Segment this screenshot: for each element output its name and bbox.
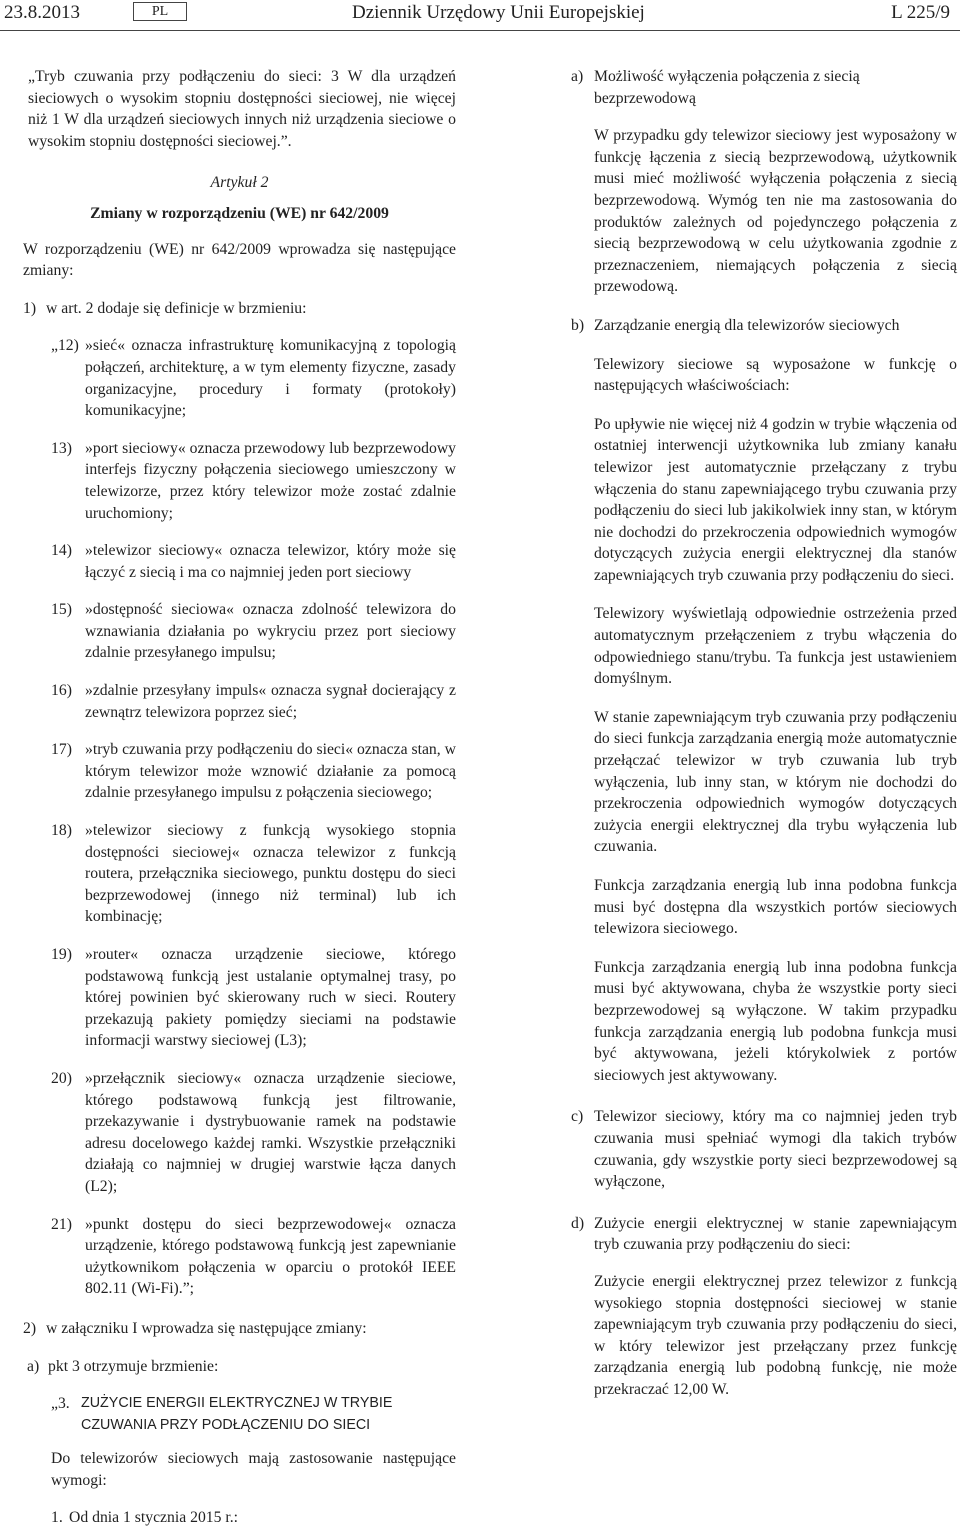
point-2-number: 2) (23, 1319, 37, 1337)
req-a-number: a) (571, 68, 584, 85)
definition-text: »tryb czuwania przy podłączeniu do sieci« oznacza stan, w którym telewizor może wznowić działanie za pomocą zdalnie przesyłanego impulsu z połączenia sieciowego; (85, 741, 456, 802)
point-2 (23, 1318, 456, 1340)
definition-item (51, 739, 456, 804)
req-d (571, 1213, 957, 1401)
req-d-text: Zużycie energii elektrycznej przez telewizor z funkcją wysokiego stopnia dostępności sieciowej w stanie zapewniającym tryb czuwania przy podłączeniu do sieci, w który telewizor jest przełączany przez funkcję zarządzania energią lub podobną funkcję, nie może przekraczać 12,00 W. (594, 1272, 957, 1398)
definition-text: »sieć« oznacza infrastrukturę komunikacyjną z topologią połączeń, architekturę, a w tym elementy fizyczne, zasady organizacyjne, procedury i formaty (protokoły) komunikacyjne; (85, 337, 456, 420)
section-3-title: ZUŻYCIE ENERGII ELEKTRYCZNEJ W TRYBIE CZUWANIA PRZY PODŁĄCZENIU DO SIECI (81, 1395, 393, 1433)
definition-item (51, 680, 456, 723)
definition-number: 16) (51, 682, 72, 700)
definition-number: „12) (51, 337, 79, 355)
publication-date: 23.8.2013 (4, 2, 80, 23)
definition-text: »port sieciowy« oznacza przewodowy lub bezprzewodowy interfejs fizyczny połączenia sieciowego umieszczony w telewizorze, przez który telewizor może zostać zdalnie uruchomiony; (85, 439, 456, 522)
point-1-text: w art. 2 dodaje się definicje w brzmieniu: (46, 299, 307, 317)
section-3-heading (51, 1393, 456, 1436)
section-3-number: „3. (51, 1395, 70, 1413)
point-2a (27, 1356, 456, 1378)
point-2a-text: pkt 3 otrzymuje brzmienie: (48, 1357, 219, 1375)
req-d-number: d) (571, 1214, 585, 1232)
req-b-paragraph: Funkcja zarządzania energią lub inna podobna funkcja musi być dostępna dla wszystkich portów sieciowych telewizora sieciowego. (594, 877, 957, 938)
definition-number: 13) (51, 439, 72, 457)
page-header (0, 0, 960, 31)
article-label: Artykuł 2 (210, 174, 269, 192)
definition-text: »telewizor sieciowy z funkcją wysokiego stopnia dostępności sieciowej« oznacza telewizor z funkcją routera, przełącznika sieciowego, punktu dostępu do sieci bezprzewodowej (innego niż terminal) lub ich kombinację; (85, 822, 456, 926)
req-b-title: Zarządzanie energią dla telewizorów sieciowych (594, 316, 900, 334)
intro-quote: „Tryb czuwania przy podłączeniu do sieci: 3 W dla urządzeń sieciowych o wysokim stopniu dostępności sieciowej, nie więcej niż 1 W dla urządzeń sieciowych innych niż urządzenia sieciowe o wysokim stopniu dostępności sieciowej.”. (28, 68, 456, 150)
req-b-paragraph: Telewizory wyświetlają odpowiednie ostrzeżenia przed automatycznym przełączeniem z trybu włączenia do odpowiedniego stanu/trybu. Ta funkcja jest ustawieniem domyślnym. (594, 605, 957, 688)
point-1 (23, 298, 456, 320)
req-b (571, 315, 957, 1086)
definitions-list (51, 335, 456, 1300)
definition-item (51, 438, 456, 524)
definition-item (51, 335, 456, 421)
definition-item (51, 1214, 456, 1300)
definition-item (51, 540, 456, 583)
definition-text: »zdalnie przesyłany impuls« oznacza sygnał docierający z zewnątrz telewizora poprzez sieć; (85, 682, 456, 721)
definition-number: 19) (51, 946, 72, 963)
definition-item (51, 599, 456, 664)
req-c (571, 1106, 957, 1192)
section-3-text: Do telewizorów sieciowych mają zastosowanie następujące wymogi: (51, 1450, 456, 1489)
definition-text: »dostępność sieciowa« oznacza zdolność telewizora do wznawiania działania po wykryciu przez port sieciowy zdalnie przesyłanego impulsu; (85, 601, 456, 662)
left-column (23, 66, 456, 1529)
definition-number: 14) (51, 542, 72, 560)
definition-item (51, 820, 456, 928)
date-item-text: Od dnia 1 stycznia 2015 r.: (69, 1509, 239, 1527)
req-c-text: Telewizor sieciowy, który ma co najmniej jeden tryb czuwania musi spełniać wymogi dla takich trybów czuwania, gdy wszystkie porty sieci bezprzewodowej są wyłączone, (594, 1108, 957, 1191)
definition-text: »router« oznacza urządzenie sieciowe, którego podstawową funkcją jest ustalanie optymalnej trasy, po której powinien być skierowany ruch w sieci. Routery przekazują pakiety pomiędzy sieciami na podstawie informacji warstwy sieciowej (L3); (85, 946, 456, 1050)
req-d-title: Zużycie energii elektrycznej w stanie zapewniającym tryb czuwania przy podłączeniu do sieci: (594, 1214, 957, 1254)
definition-item (51, 944, 456, 1052)
date-item (51, 1507, 456, 1529)
language-badge: PL (133, 2, 187, 21)
right-column (573, 66, 957, 1400)
req-b-number: b) (571, 316, 585, 334)
point-1-number: 1) (23, 299, 37, 317)
req-b-paragraph: Telewizory sieciowe są wyposażone w funkcję o następujących właściwościach: (594, 355, 957, 395)
req-b-paragraph: Po upływie nie więcej niż 4 godzin w trybie włączenia od ostatniej interwencji użytkownika lub zmiany kanału telewizor jest automatycznie przełączany z trybu włączenia do stanu zapewniającego trybu czuwania przy podłączeniu do sieci lub jakikolwiek inny stan, w którym nie dochodzi do przekroczenia odpowiednich wymogów dotyczących zużycia energii elektrycznej dla stanów zapewniających tryb czuwania przy podłączeniu do sieci. (594, 415, 957, 584)
req-a (571, 66, 957, 298)
journal-title: Dziennik Urzędowy Unii Europejskiej (352, 2, 645, 23)
definition-number: 17) (51, 741, 72, 759)
definition-text: »telewizor sieciowy« oznacza telewizor, który może się łączyć z siecią i ma co najmniej jeden port sieciowy (85, 542, 456, 581)
req-a-text: W przypadku gdy telewizor sieciowy jest wyposażony w funkcję łączenia z siecią bezprzewodową, użytkownik musi mieć możliwość wyłączenia połączenia z siecią bezprzewodową. Wymóg ten nie ma zastosowania do produktów zależnych od pojedynczego połączenia z siecią bezprzewodową w celu użytkowania zgodnie z przeznaczeniem, niemających połączenia z siecią przewodową. (594, 127, 957, 296)
page-number: L 225/9 (891, 2, 950, 23)
date-item-number: 1. (51, 1509, 63, 1527)
req-c-number: c) (571, 1108, 584, 1126)
article-title: Zmiany w rozporządzeniu (WE) nr 642/2009 (90, 204, 389, 222)
definition-text: »przełącznik sieciowy« oznacza urządzenie sieciowe, którego podstawową funkcją jest filtrowanie, przekazywanie i dystrybuowanie ramek na podstawie adresu docelowego każdej ramki. Wszystkie przełączniki działają co najmniej w drugiej warstwie łącza danych (L2); (85, 1069, 456, 1195)
req-b-paragraph: Funkcja zarządzania energią lub inna podobna funkcja musi być aktywowana, chyba że wszystkie porty sieci bezprzewodowej są wyłączone. W takim przypadku funkcja zarządzania energią lub podobna funkcja musi być aktywowana, jeżeli którykolwiek z portów sieciowych jest aktywowany. (594, 958, 957, 1084)
definition-number: 18) (51, 822, 72, 840)
point-2-text: w załączniku I wprowadza się następujące zmiany: (46, 1319, 367, 1337)
definition-text: »punkt dostępu do sieci bezprzewodowej« oznacza urządzenie, którego podstawową funkcją jest zapewnianie użytkownikom połączenia w oparciu o protokół IEEE 802.11 (Wi-Fi).”; (85, 1215, 456, 1298)
req-b-paragraph: W stanie zapewniającym tryb czuwania przy podłączeniu do sieci funkcja zarządzania energią może automatycznie przełączać telewizor w tryb czuwania lub tryb wyłączenia, lub inny stan, w którym nie dochodzi do przekroczenia odpowiednich wymogów dotyczących zużycia energii elektrycznej dla trybu wyłączenia lub czuwania. (594, 708, 957, 856)
req-a-title: Możliwość wyłączenia połączenia z siecią bezprzewodową (594, 68, 860, 107)
definition-number: 21) (51, 1215, 72, 1233)
definition-item (51, 1068, 456, 1198)
point-2a-number: a) (27, 1357, 40, 1375)
definition-number: 20) (51, 1069, 72, 1087)
article-lead: W rozporządzeniu (WE) nr 642/2009 wprowadza się następujące zmiany: (23, 240, 456, 280)
definition-number: 15) (51, 601, 72, 619)
